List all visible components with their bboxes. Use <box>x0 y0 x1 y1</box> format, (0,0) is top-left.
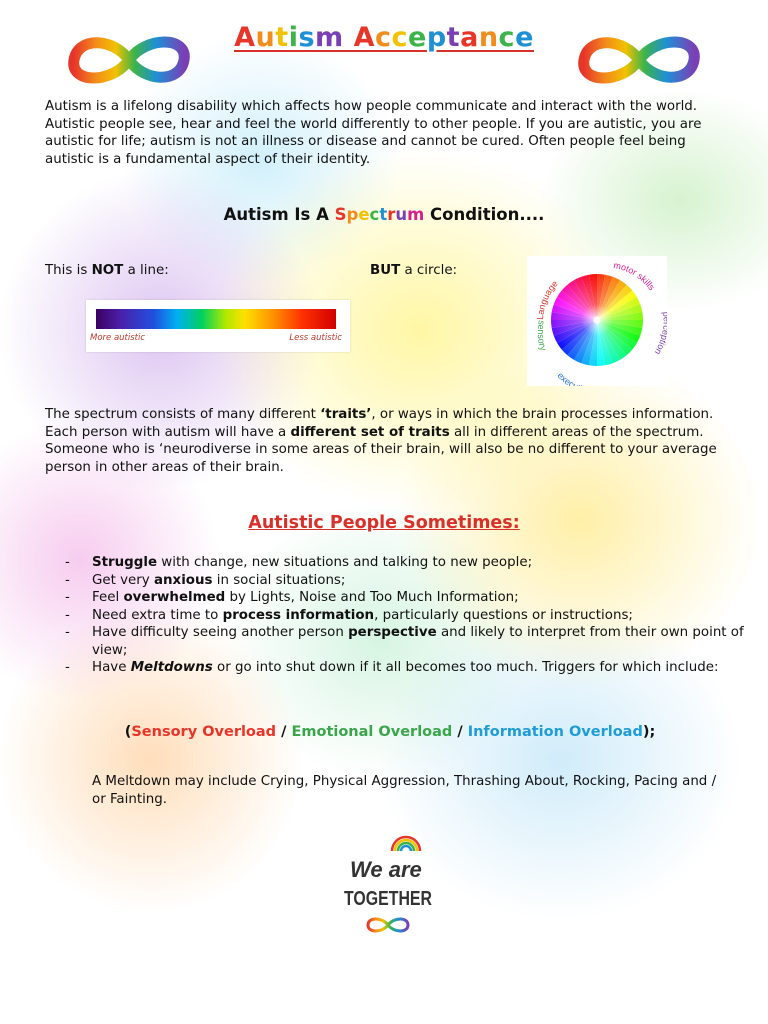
wheel-label-motor-skills: motor skills <box>612 260 657 293</box>
line-label-bold: NOT <box>91 263 124 278</box>
spectrum-letter: e <box>358 205 370 224</box>
spectrum-letter: c <box>369 205 380 224</box>
title-letter: A <box>353 22 375 53</box>
list-item <box>65 624 745 659</box>
overloads-sep: / <box>452 724 468 740</box>
spectrum-letter: u <box>395 205 408 224</box>
list-item-pre: Get very <box>92 572 154 588</box>
list-item-pre: Have <box>92 660 131 675</box>
title-letter: n <box>478 22 499 53</box>
spectrum-heading-before: Autism Is A <box>223 205 335 224</box>
together-logo-line1: We are <box>350 857 422 882</box>
small-infinity-icon <box>368 919 408 931</box>
svg-text:executive function <box>555 370 624 386</box>
traits-bold-traits: ‘traits’ <box>320 407 372 422</box>
list-item-text: by Lights, Noise and Too Much Information; <box>225 590 519 605</box>
title-letter: u <box>255 22 276 53</box>
list-item-pre: Have difficulty seeing another person <box>92 625 349 640</box>
spectrum-line-image <box>86 300 350 352</box>
list-item-text: , particularly questions or instructions; <box>374 607 633 623</box>
list-item-text: or go into shut down if it all becomes too much. Triggers for which include: <box>212 660 719 675</box>
wheel-label-perception: ion <box>652 340 667 357</box>
intro-paragraph: Autism is a lifelong disability which affects how people communicate and interact with the world. Autistic people see, hear and feel the world differently to other people. If you are autistic, you are autistic for life; autism is not an illness or disease and cannot be cured. Often people feel being autistic is a fundamental aspect of their identity. <box>45 99 702 167</box>
sensory-overload: Sensory Overload <box>131 724 277 740</box>
list-item <box>65 589 745 607</box>
svg-text:perception <box>653 311 667 356</box>
title-letter: a <box>460 22 479 53</box>
list-item-bold: process information <box>222 607 375 623</box>
autistic-people-sometimes-heading: Autistic People Sometimes: <box>248 513 520 533</box>
together-logo-line2: TOGETHER <box>344 888 433 910</box>
title-letter: c <box>374 22 392 53</box>
title-letter: p <box>426 22 447 53</box>
list-item-pre: Feel <box>92 590 124 605</box>
circle-label <box>370 263 457 278</box>
wheel-label-executive-function: exec <box>555 370 576 386</box>
overloads-open: ( <box>124 724 132 740</box>
circle-label-post: a circle: <box>400 263 458 278</box>
line-label <box>45 263 169 278</box>
spectrum-word <box>335 205 425 224</box>
list-item-bold: overwhelmed <box>123 590 226 605</box>
title-letter: c <box>498 22 516 53</box>
overloads-sep: / <box>276 724 292 740</box>
list-item <box>65 607 745 625</box>
spectrum-gradient-bar <box>96 309 336 329</box>
title-letter: m <box>315 22 344 53</box>
line-label-pre: This is <box>45 263 92 278</box>
less-autistic-label: Less autistic <box>289 333 342 343</box>
spectrum-letter: S <box>334 205 347 224</box>
title-letter: t <box>275 22 289 53</box>
spectrum-circle-image <box>527 256 667 386</box>
list-item-bold: Meltdowns <box>130 660 213 675</box>
spectrum-heading <box>100 205 668 224</box>
line-label-post: a line: <box>123 263 169 278</box>
we-are-together-logo <box>340 837 436 937</box>
list-item <box>65 572 745 590</box>
title-letter: e <box>515 22 534 53</box>
list-item-bold: anxious <box>153 572 213 588</box>
infinity-rainbow-logo-left <box>64 30 194 90</box>
meltdown-paragraph: A Meltdown may include Crying, Physical Aggression, Thrashing About, Rocking, Pacing and / or Fainting. <box>92 774 717 807</box>
emotional-overload: Emotional Overload <box>291 724 453 740</box>
spectrum-heading-after: Condition.... <box>424 205 545 224</box>
list-item <box>65 554 745 572</box>
more-autistic-label: More autistic <box>90 333 146 343</box>
list-item-text: with change, new situations and talking to new people; <box>157 555 533 570</box>
colour-wheel <box>527 256 667 386</box>
title-letter: t <box>446 22 461 53</box>
infinity-rainbow-logo-right <box>574 30 704 90</box>
overload-triggers <box>45 724 735 740</box>
page-title <box>200 22 568 53</box>
list-item-bold: Struggle <box>92 555 158 570</box>
traits-text-2: , or ways in which the brain processes information. Each person with autism will have a <box>45 407 714 440</box>
spectrum-letter: t <box>379 205 388 224</box>
title-letter: A <box>234 22 256 53</box>
list-item-bold: perspective <box>348 625 437 640</box>
title-letter: i <box>288 22 299 53</box>
spectrum-letter: p <box>346 205 359 224</box>
rainbow-arc-icon <box>392 837 420 851</box>
traits-paragraph <box>45 406 735 476</box>
sometimes-list <box>65 554 745 677</box>
title-letter <box>344 22 354 53</box>
traits-text-3: all in different areas of the spectrum. Someone who is ‘neurodiverse in some areas of their brain, will also be no different to your average person in other areas of their brain. <box>45 424 717 475</box>
traits-bold-different-set: different set of traits <box>290 424 450 440</box>
title-letter: c <box>391 22 409 53</box>
spectrum-letter: m <box>407 205 425 224</box>
overloads-close: ); <box>642 724 656 740</box>
list-item-text: and likely to interpret from their own point of view; <box>92 625 744 658</box>
information-overload: Information Overload <box>467 724 643 740</box>
svg-text:sensory <box>536 320 549 353</box>
title-letter: s <box>298 22 316 53</box>
traits-text-1: The spectrum consists of many different <box>45 407 321 422</box>
list-item-text: in social situations; <box>212 572 346 588</box>
title-letter: e <box>408 22 427 53</box>
wheel-label-language: Language <box>534 278 560 321</box>
list-item <box>65 659 745 677</box>
wheel-label-sensory: sensory <box>535 319 549 352</box>
circle-label-bold: BUT <box>370 263 401 278</box>
spectrum-letter: r <box>387 205 396 224</box>
list-item-pre: Need extra time to <box>92 607 223 623</box>
